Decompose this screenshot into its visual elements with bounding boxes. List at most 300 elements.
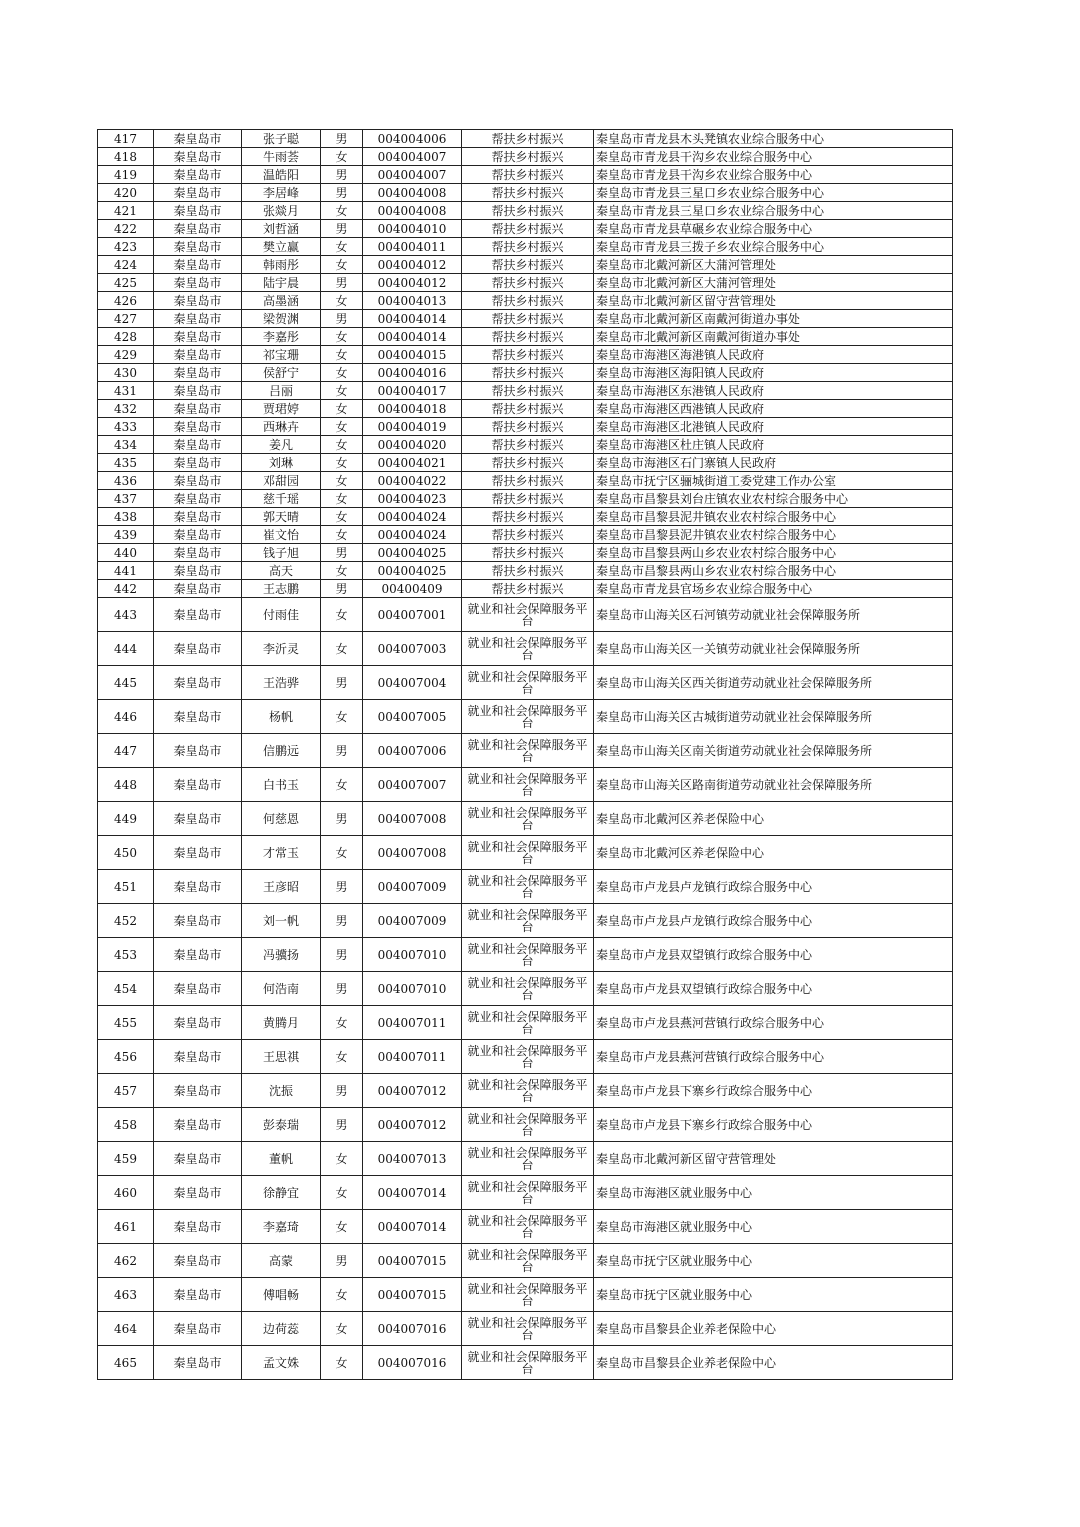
gender-cell: 男 (321, 802, 363, 836)
city-cell: 秦皇岛市 (154, 972, 242, 1006)
name-cell: 黄腾月 (242, 1006, 321, 1040)
name-cell: 白书玉 (242, 768, 321, 802)
city-cell: 秦皇岛市 (154, 382, 242, 400)
gender-cell: 女 (321, 632, 363, 666)
position-category-cell: 帮扶乡村振兴 (462, 346, 594, 364)
assigned-unit-cell: 秦皇岛市海港区海港镇人民政府 (594, 346, 953, 364)
name-cell: 李居峰 (242, 184, 321, 202)
name-cell: 祁宝珊 (242, 346, 321, 364)
name-cell: 王彦昭 (242, 870, 321, 904)
city-cell: 秦皇岛市 (154, 1006, 242, 1040)
position-category-cell: 帮扶乡村振兴 (462, 238, 594, 256)
position-category-cell: 就业和社会保障服务平台 (462, 836, 594, 870)
gender-cell: 女 (321, 292, 363, 310)
city-cell: 秦皇岛市 (154, 1278, 242, 1312)
gender-cell: 女 (321, 490, 363, 508)
name-cell: 慈千瑶 (242, 490, 321, 508)
row-number: 461 (98, 1210, 154, 1244)
gender-cell: 女 (321, 382, 363, 400)
position-category-cell: 帮扶乡村振兴 (462, 166, 594, 184)
table-row (98, 544, 953, 562)
row-number: 462 (98, 1244, 154, 1278)
row-number: 418 (98, 148, 154, 166)
row-number: 455 (98, 1006, 154, 1040)
position-code-cell: 004004014 (363, 328, 462, 346)
row-number: 464 (98, 1312, 154, 1346)
row-number: 448 (98, 768, 154, 802)
city-cell: 秦皇岛市 (154, 220, 242, 238)
city-cell: 秦皇岛市 (154, 256, 242, 274)
table-row (98, 1074, 953, 1108)
row-number: 422 (98, 220, 154, 238)
gender-cell: 男 (321, 184, 363, 202)
city-cell: 秦皇岛市 (154, 364, 242, 382)
position-category-cell: 就业和社会保障服务平台 (462, 768, 594, 802)
position-category-cell: 就业和社会保障服务平台 (462, 1176, 594, 1210)
assigned-unit-cell: 秦皇岛市北戴河新区南戴河街道办事处 (594, 310, 953, 328)
assigned-unit-cell: 秦皇岛市青龙县木头凳镇农业综合服务中心 (594, 130, 953, 148)
table-row (98, 1210, 953, 1244)
gender-cell: 女 (321, 508, 363, 526)
row-number: 442 (98, 580, 154, 598)
position-category-cell: 就业和社会保障服务平台 (462, 802, 594, 836)
gender-cell: 男 (321, 1074, 363, 1108)
position-category-cell: 帮扶乡村振兴 (462, 580, 594, 598)
city-cell: 秦皇岛市 (154, 202, 242, 220)
name-cell: 付雨佳 (242, 598, 321, 632)
table-row (98, 734, 953, 768)
row-number: 465 (98, 1346, 154, 1380)
position-category-cell: 就业和社会保障服务平台 (462, 1346, 594, 1380)
table-row (98, 220, 953, 238)
personnel-table (97, 129, 953, 1380)
position-category-cell: 就业和社会保障服务平台 (462, 972, 594, 1006)
position-code-cell: 004004025 (363, 562, 462, 580)
assigned-unit-cell: 秦皇岛市昌黎县企业养老保险中心 (594, 1312, 953, 1346)
city-cell: 秦皇岛市 (154, 1074, 242, 1108)
position-category-cell: 帮扶乡村振兴 (462, 310, 594, 328)
gender-cell: 男 (321, 1244, 363, 1278)
assigned-unit-cell: 秦皇岛市昌黎县两山乡农业农村综合服务中心 (594, 544, 953, 562)
assigned-unit-cell: 秦皇岛市卢龙县下寨乡行政综合服务中心 (594, 1108, 953, 1142)
position-code-cell: 004004025 (363, 544, 462, 562)
position-code-cell: 00400409 (363, 580, 462, 598)
gender-cell: 女 (321, 436, 363, 454)
city-cell: 秦皇岛市 (154, 768, 242, 802)
city-cell: 秦皇岛市 (154, 1108, 242, 1142)
assigned-unit-cell: 秦皇岛市海港区杜庄镇人民政府 (594, 436, 953, 454)
city-cell: 秦皇岛市 (154, 836, 242, 870)
name-cell: 刘琳 (242, 454, 321, 472)
position-category-cell: 帮扶乡村振兴 (462, 508, 594, 526)
position-code-cell: 004007009 (363, 904, 462, 938)
city-cell: 秦皇岛市 (154, 1346, 242, 1380)
assigned-unit-cell: 秦皇岛市海港区东港镇人民政府 (594, 382, 953, 400)
assigned-unit-cell: 秦皇岛市昌黎县两山乡农业农村综合服务中心 (594, 562, 953, 580)
gender-cell: 女 (321, 454, 363, 472)
city-cell: 秦皇岛市 (154, 238, 242, 256)
assigned-unit-cell: 秦皇岛市卢龙县下寨乡行政综合服务中心 (594, 1074, 953, 1108)
row-number: 429 (98, 346, 154, 364)
city-cell: 秦皇岛市 (154, 508, 242, 526)
gender-cell: 男 (321, 734, 363, 768)
row-number: 439 (98, 526, 154, 544)
city-cell: 秦皇岛市 (154, 292, 242, 310)
assigned-unit-cell: 秦皇岛市卢龙县卢龙镇行政综合服务中心 (594, 870, 953, 904)
table-row (98, 346, 953, 364)
city-cell: 秦皇岛市 (154, 148, 242, 166)
name-cell: 边荷蕊 (242, 1312, 321, 1346)
row-number: 421 (98, 202, 154, 220)
name-cell: 傅唱畅 (242, 1278, 321, 1312)
row-number: 432 (98, 400, 154, 418)
city-cell: 秦皇岛市 (154, 666, 242, 700)
table-body (98, 130, 953, 1380)
gender-cell: 女 (321, 1346, 363, 1380)
city-cell: 秦皇岛市 (154, 310, 242, 328)
assigned-unit-cell: 秦皇岛市青龙县三星口乡农业综合服务中心 (594, 184, 953, 202)
row-number: 419 (98, 166, 154, 184)
position-code-cell: 004004014 (363, 310, 462, 328)
row-number: 454 (98, 972, 154, 1006)
position-category-cell: 就业和社会保障服务平台 (462, 1142, 594, 1176)
name-cell: 刘哲涵 (242, 220, 321, 238)
name-cell: 高天 (242, 562, 321, 580)
position-code-cell: 004007015 (363, 1278, 462, 1312)
assigned-unit-cell: 秦皇岛市北戴河新区留守营管理处 (594, 1142, 953, 1176)
table-row (98, 400, 953, 418)
city-cell: 秦皇岛市 (154, 700, 242, 734)
assigned-unit-cell: 秦皇岛市昌黎县企业养老保险中心 (594, 1346, 953, 1380)
name-cell: 樊立赢 (242, 238, 321, 256)
gender-cell: 女 (321, 472, 363, 490)
row-number: 445 (98, 666, 154, 700)
position-code-cell: 004007011 (363, 1006, 462, 1040)
assigned-unit-cell: 秦皇岛市山海关区路南街道劳动就业社会保障服务所 (594, 768, 953, 802)
position-category-cell: 帮扶乡村振兴 (462, 364, 594, 382)
table-row (98, 292, 953, 310)
gender-cell: 女 (321, 418, 363, 436)
city-cell: 秦皇岛市 (154, 598, 242, 632)
name-cell: 张子聪 (242, 130, 321, 148)
gender-cell: 女 (321, 1278, 363, 1312)
table-row (98, 472, 953, 490)
assigned-unit-cell: 秦皇岛市卢龙县燕河营镇行政综合服务中心 (594, 1006, 953, 1040)
position-category-cell: 帮扶乡村振兴 (462, 148, 594, 166)
gender-cell: 女 (321, 202, 363, 220)
row-number: 450 (98, 836, 154, 870)
assigned-unit-cell: 秦皇岛市山海关区一关镇劳动就业社会保障服务所 (594, 632, 953, 666)
row-number: 426 (98, 292, 154, 310)
position-category-cell: 帮扶乡村振兴 (462, 544, 594, 562)
city-cell: 秦皇岛市 (154, 472, 242, 490)
row-number: 423 (98, 238, 154, 256)
name-cell: 贾珺婷 (242, 400, 321, 418)
name-cell: 冯骥扬 (242, 938, 321, 972)
position-code-cell: 004004013 (363, 292, 462, 310)
city-cell: 秦皇岛市 (154, 1040, 242, 1074)
position-code-cell: 004007013 (363, 1142, 462, 1176)
position-category-cell: 帮扶乡村振兴 (462, 184, 594, 202)
position-category-cell: 帮扶乡村振兴 (462, 562, 594, 580)
row-number: 453 (98, 938, 154, 972)
name-cell: 牛雨荟 (242, 148, 321, 166)
position-code-cell: 004007008 (363, 802, 462, 836)
assigned-unit-cell: 秦皇岛市卢龙县双望镇行政综合服务中心 (594, 938, 953, 972)
assigned-unit-cell: 秦皇岛市北戴河新区留守营管理处 (594, 292, 953, 310)
table-row (98, 580, 953, 598)
gender-cell: 男 (321, 274, 363, 292)
table-row (98, 598, 953, 632)
position-code-cell: 004004011 (363, 238, 462, 256)
gender-cell: 男 (321, 130, 363, 148)
table-row (98, 768, 953, 802)
city-cell: 秦皇岛市 (154, 1176, 242, 1210)
assigned-unit-cell: 秦皇岛市抚宁区骊城街道工委党建工作办公室 (594, 472, 953, 490)
row-number: 459 (98, 1142, 154, 1176)
position-code-cell: 004004006 (363, 130, 462, 148)
row-number: 460 (98, 1176, 154, 1210)
position-code-cell: 004004023 (363, 490, 462, 508)
assigned-unit-cell: 秦皇岛市抚宁区就业服务中心 (594, 1278, 953, 1312)
position-category-cell: 就业和社会保障服务平台 (462, 1074, 594, 1108)
position-category-cell: 就业和社会保障服务平台 (462, 700, 594, 734)
row-number: 434 (98, 436, 154, 454)
gender-cell: 男 (321, 938, 363, 972)
gender-cell: 女 (321, 526, 363, 544)
table-row (98, 328, 953, 346)
row-number: 427 (98, 310, 154, 328)
table-row (98, 130, 953, 148)
position-code-cell: 004007014 (363, 1210, 462, 1244)
gender-cell: 女 (321, 768, 363, 802)
table-row (98, 836, 953, 870)
city-cell: 秦皇岛市 (154, 490, 242, 508)
gender-cell: 女 (321, 1312, 363, 1346)
table-row (98, 364, 953, 382)
position-code-cell: 004004007 (363, 148, 462, 166)
name-cell: 邓甜园 (242, 472, 321, 490)
city-cell: 秦皇岛市 (154, 328, 242, 346)
table-row (98, 508, 953, 526)
table-row (98, 526, 953, 544)
position-category-cell: 就业和社会保障服务平台 (462, 1210, 594, 1244)
position-code-cell: 004007011 (363, 1040, 462, 1074)
table-row (98, 1108, 953, 1142)
name-cell: 侯舒宁 (242, 364, 321, 382)
assigned-unit-cell: 秦皇岛市卢龙县双望镇行政综合服务中心 (594, 972, 953, 1006)
position-category-cell: 帮扶乡村振兴 (462, 436, 594, 454)
name-cell: 韩雨彤 (242, 256, 321, 274)
gender-cell: 男 (321, 166, 363, 184)
table-row (98, 870, 953, 904)
position-code-cell: 004007001 (363, 598, 462, 632)
table-row (98, 202, 953, 220)
name-cell: 王思祺 (242, 1040, 321, 1074)
table-row (98, 904, 953, 938)
table-row (98, 1142, 953, 1176)
assigned-unit-cell: 秦皇岛市山海关区西关街道劳动就业社会保障服务所 (594, 666, 953, 700)
name-cell: 崔文怡 (242, 526, 321, 544)
position-code-cell: 004004019 (363, 418, 462, 436)
table-row (98, 274, 953, 292)
assigned-unit-cell: 秦皇岛市青龙县干沟乡农业综合服务中心 (594, 148, 953, 166)
name-cell: 西琳卉 (242, 418, 321, 436)
assigned-unit-cell: 秦皇岛市卢龙县卢龙镇行政综合服务中心 (594, 904, 953, 938)
position-code-cell: 004004022 (363, 472, 462, 490)
table-row (98, 454, 953, 472)
gender-cell: 男 (321, 220, 363, 238)
position-category-cell: 帮扶乡村振兴 (462, 274, 594, 292)
city-cell: 秦皇岛市 (154, 938, 242, 972)
name-cell: 姜凡 (242, 436, 321, 454)
assigned-unit-cell: 秦皇岛市海港区西港镇人民政府 (594, 400, 953, 418)
city-cell: 秦皇岛市 (154, 184, 242, 202)
row-number: 428 (98, 328, 154, 346)
position-code-cell: 004004020 (363, 436, 462, 454)
assigned-unit-cell: 秦皇岛市北戴河新区大蒲河管理处 (594, 274, 953, 292)
assigned-unit-cell: 秦皇岛市青龙县干沟乡农业综合服务中心 (594, 166, 953, 184)
position-code-cell: 004004021 (363, 454, 462, 472)
row-number: 435 (98, 454, 154, 472)
row-number: 436 (98, 472, 154, 490)
table-row (98, 562, 953, 580)
position-code-cell: 004004018 (363, 400, 462, 418)
row-number: 425 (98, 274, 154, 292)
name-cell: 何浩南 (242, 972, 321, 1006)
city-cell: 秦皇岛市 (154, 418, 242, 436)
table-row (98, 436, 953, 454)
position-code-cell: 004007016 (363, 1346, 462, 1380)
gender-cell: 男 (321, 544, 363, 562)
assigned-unit-cell: 秦皇岛市昌黎县刘台庄镇农业农村综合服务中心 (594, 490, 953, 508)
assigned-unit-cell: 秦皇岛市青龙县三拨子乡农业综合服务中心 (594, 238, 953, 256)
assigned-unit-cell: 秦皇岛市北戴河区养老保险中心 (594, 836, 953, 870)
name-cell: 彭泰瑞 (242, 1108, 321, 1142)
assigned-unit-cell: 秦皇岛市抚宁区就业服务中心 (594, 1244, 953, 1278)
name-cell: 王志鹏 (242, 580, 321, 598)
name-cell: 钱子旭 (242, 544, 321, 562)
position-code-cell: 004004008 (363, 202, 462, 220)
position-category-cell: 就业和社会保障服务平台 (462, 1040, 594, 1074)
name-cell: 吕丽 (242, 382, 321, 400)
assigned-unit-cell: 秦皇岛市昌黎县泥井镇农业农村综合服务中心 (594, 508, 953, 526)
assigned-unit-cell: 秦皇岛市山海关区石河镇劳动就业社会保障服务所 (594, 598, 953, 632)
row-number: 449 (98, 802, 154, 836)
position-category-cell: 就业和社会保障服务平台 (462, 1108, 594, 1142)
gender-cell: 女 (321, 238, 363, 256)
assigned-unit-cell: 秦皇岛市北戴河区养老保险中心 (594, 802, 953, 836)
assigned-unit-cell: 秦皇岛市青龙县官场乡农业综合服务中心 (594, 580, 953, 598)
table-row (98, 184, 953, 202)
city-cell: 秦皇岛市 (154, 1244, 242, 1278)
gender-cell: 女 (321, 256, 363, 274)
city-cell: 秦皇岛市 (154, 436, 242, 454)
name-cell: 信鹏远 (242, 734, 321, 768)
city-cell: 秦皇岛市 (154, 400, 242, 418)
gender-cell: 女 (321, 598, 363, 632)
name-cell: 刘一帆 (242, 904, 321, 938)
row-number: 446 (98, 700, 154, 734)
row-number: 424 (98, 256, 154, 274)
gender-cell: 男 (321, 310, 363, 328)
position-code-cell: 004007012 (363, 1108, 462, 1142)
gender-cell: 男 (321, 580, 363, 598)
row-number: 431 (98, 382, 154, 400)
position-code-cell: 004004010 (363, 220, 462, 238)
gender-cell: 女 (321, 1006, 363, 1040)
position-category-cell: 就业和社会保障服务平台 (462, 904, 594, 938)
position-code-cell: 004004007 (363, 166, 462, 184)
position-code-cell: 004007010 (363, 972, 462, 1006)
name-cell: 李沂灵 (242, 632, 321, 666)
table-row (98, 1346, 953, 1380)
table-row (98, 238, 953, 256)
assigned-unit-cell: 秦皇岛市青龙县草碾乡农业综合服务中心 (594, 220, 953, 238)
row-number: 458 (98, 1108, 154, 1142)
table-row (98, 418, 953, 436)
position-category-cell: 就业和社会保障服务平台 (462, 870, 594, 904)
position-code-cell: 004007008 (363, 836, 462, 870)
table-row (98, 166, 953, 184)
table-row (98, 256, 953, 274)
row-number: 437 (98, 490, 154, 508)
gender-cell: 女 (321, 148, 363, 166)
name-cell: 郭天晴 (242, 508, 321, 526)
assigned-unit-cell: 秦皇岛市海港区就业服务中心 (594, 1176, 953, 1210)
gender-cell: 男 (321, 870, 363, 904)
table-row (98, 1312, 953, 1346)
position-code-cell: 004004024 (363, 508, 462, 526)
name-cell: 孟文姝 (242, 1346, 321, 1380)
name-cell: 李嘉琦 (242, 1210, 321, 1244)
position-code-cell: 004004024 (363, 526, 462, 544)
city-cell: 秦皇岛市 (154, 904, 242, 938)
position-code-cell: 004004017 (363, 382, 462, 400)
position-category-cell: 帮扶乡村振兴 (462, 526, 594, 544)
gender-cell: 女 (321, 346, 363, 364)
gender-cell: 女 (321, 328, 363, 346)
assigned-unit-cell: 秦皇岛市海港区就业服务中心 (594, 1210, 953, 1244)
table-row (98, 310, 953, 328)
city-cell: 秦皇岛市 (154, 802, 242, 836)
name-cell: 温皓阳 (242, 166, 321, 184)
assigned-unit-cell: 秦皇岛市海港区海阳镇人民政府 (594, 364, 953, 382)
gender-cell: 女 (321, 1142, 363, 1176)
name-cell: 张燚月 (242, 202, 321, 220)
city-cell: 秦皇岛市 (154, 1312, 242, 1346)
city-cell: 秦皇岛市 (154, 580, 242, 598)
name-cell: 董帆 (242, 1142, 321, 1176)
row-number: 444 (98, 632, 154, 666)
assigned-unit-cell: 秦皇岛市卢龙县燕河营镇行政综合服务中心 (594, 1040, 953, 1074)
gender-cell: 女 (321, 400, 363, 418)
city-cell: 秦皇岛市 (154, 130, 242, 148)
assigned-unit-cell: 秦皇岛市海港区石门寨镇人民政府 (594, 454, 953, 472)
gender-cell: 女 (321, 364, 363, 382)
gender-cell: 男 (321, 972, 363, 1006)
table-row (98, 1176, 953, 1210)
row-number: 452 (98, 904, 154, 938)
name-cell: 王浩骅 (242, 666, 321, 700)
row-number: 457 (98, 1074, 154, 1108)
table-row (98, 972, 953, 1006)
name-cell: 梁贺渊 (242, 310, 321, 328)
row-number: 433 (98, 418, 154, 436)
city-cell: 秦皇岛市 (154, 274, 242, 292)
row-number: 443 (98, 598, 154, 632)
table-row (98, 1244, 953, 1278)
